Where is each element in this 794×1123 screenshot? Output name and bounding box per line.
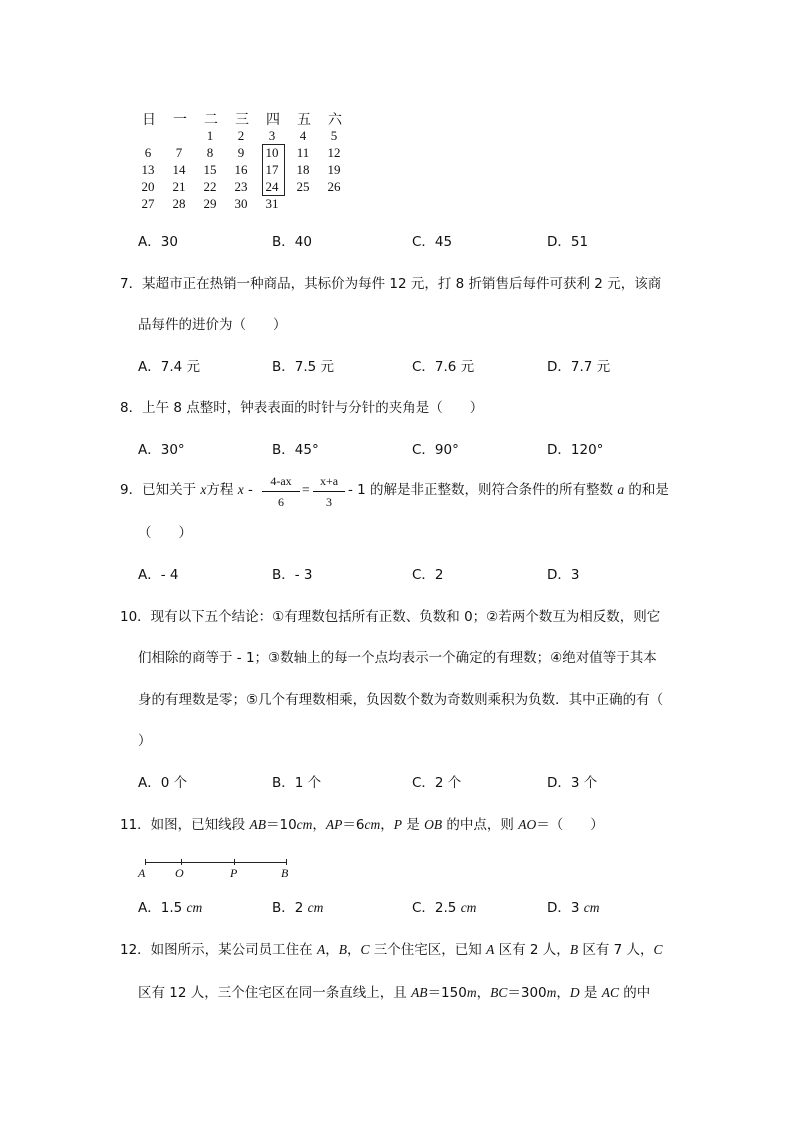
- q9-tail: - 1 的解是非正整数，则符合条件的所有整数: [348, 482, 618, 498]
- q10-option-b[interactable]: B．1 个: [272, 775, 322, 791]
- weekday-tue: 二: [204, 112, 218, 128]
- calendar-day: 6: [144, 145, 152, 160]
- q11-unit-cm: cm: [296, 817, 313, 832]
- segment-label-a: A: [138, 866, 146, 880]
- q9-var-a: a: [617, 482, 625, 497]
- calendar-day: 2: [237, 128, 245, 143]
- q11-mid2: 的中点，则: [442, 817, 519, 833]
- q11-option-d[interactable]: [547, 901, 600, 916]
- q10-stem-line4: ）: [138, 733, 152, 749]
- q11-option-a[interactable]: [138, 901, 202, 916]
- calendar-day: 16: [234, 162, 248, 177]
- q11-ap-val: ＝6: [342, 817, 365, 833]
- q11-ab-val: ＝10: [265, 817, 297, 833]
- q10-option-a[interactable]: A．0 个: [138, 775, 188, 791]
- calendar-day: 28: [172, 196, 186, 211]
- q9-fraction-2: [313, 474, 345, 510]
- q9-var-x: x: [200, 482, 207, 497]
- q9-stem-line2: （ ）: [138, 525, 192, 541]
- calendar-day: 31: [265, 196, 279, 211]
- q9-suffix: 的和是: [624, 482, 669, 498]
- q6-option-d[interactable]: D．51: [547, 234, 589, 250]
- q12-bc: BC: [490, 985, 508, 1000]
- weekday-fri: 五: [297, 112, 311, 128]
- q11-ap: AP: [325, 817, 343, 832]
- q11-suffix: ＝（ ）: [536, 817, 604, 833]
- q8-option-c[interactable]: C．90°: [412, 442, 459, 458]
- q9-option-d[interactable]: D．3: [547, 567, 580, 583]
- q9-mid: 方程: [206, 482, 238, 498]
- calendar-day: 11: [296, 145, 310, 160]
- q6-option-c[interactable]: C．45: [412, 234, 453, 250]
- calendar-day: 17: [265, 162, 279, 177]
- calendar-day: 23: [234, 179, 248, 194]
- calendar-day: 25: [296, 179, 310, 194]
- segment-label-o: O: [175, 866, 184, 880]
- q11-ab: AB: [249, 817, 266, 832]
- q12-text: 区有 12 人，三个住宅区在同一条直线上，且: [138, 985, 412, 1001]
- calendar-day: 10: [265, 145, 279, 160]
- q7-stem-line1: 7．某超市正在热销一种商品，其标价为每件 12 元，打 8 折销售后每件可获利 2 元，该商: [120, 276, 662, 292]
- segment-tick-o: [181, 859, 182, 865]
- calendar-day: 20: [141, 179, 155, 194]
- q9-prefix: 9．已知关于: [120, 482, 201, 498]
- calendar-day: 3: [268, 128, 276, 143]
- q11-option-b-label: B．2: [272, 900, 308, 916]
- calendar-day: 14: [172, 162, 186, 177]
- q12-sep: ，: [476, 985, 491, 1001]
- q12-var-a: A: [486, 942, 495, 957]
- q12-ab: AB: [411, 985, 428, 1000]
- q10-option-d[interactable]: D．3 个: [547, 775, 598, 791]
- q12-stem-line2: [138, 986, 650, 1001]
- q10-stem-line1: 10．现有以下五个结论：①有理数包括所有正数、负数和 0；②若两个数互为相反数，则它: [120, 609, 661, 625]
- q8-option-b[interactable]: B．45°: [272, 442, 319, 458]
- q7-option-d[interactable]: D．7.7 元: [547, 359, 611, 375]
- q12-stem-line1: [120, 943, 663, 958]
- q9-minus: -: [243, 482, 253, 498]
- q12-ac: AC: [601, 985, 619, 1000]
- q11-option-c-label: C．2.5: [412, 900, 461, 916]
- q10-stem-line2: 们相除的商等于 - 1；③数轴上的每一个点均表示一个确定的有理数；④绝对值等于其本: [138, 650, 657, 666]
- q12-ab-val: ＝150: [427, 985, 467, 1001]
- q9-var-x2: x: [237, 482, 244, 497]
- q11-option-c-unit: cm: [460, 900, 477, 915]
- calendar-day: 30: [234, 196, 248, 211]
- q9-stem-tail: [348, 483, 669, 498]
- segment-label-b: B: [281, 866, 289, 880]
- calendar-day: 27: [141, 196, 155, 211]
- weekday-thu: 四: [266, 112, 280, 128]
- q12-sep: ，: [325, 942, 339, 958]
- calendar-day: 8: [206, 145, 214, 160]
- q11-stem: [120, 818, 604, 833]
- q12-unit-m: m: [466, 985, 477, 1000]
- calendar-day: 7: [175, 145, 183, 160]
- q9-frac2-denominator: 3: [326, 495, 332, 509]
- q9-fraction-1: [262, 474, 300, 510]
- q11-prefix: 11．如图，已知线段: [120, 817, 250, 833]
- q11-sep: ，: [312, 817, 326, 833]
- calendar-day: 24: [265, 179, 279, 194]
- q11-option-a-unit: cm: [186, 900, 203, 915]
- q11-mid: 是: [402, 817, 425, 833]
- calendar-day: 15: [203, 162, 217, 177]
- q6-option-a[interactable]: A．30: [138, 234, 178, 250]
- q9-stem-line1: [120, 483, 253, 498]
- q12-unit-m: m: [546, 985, 557, 1000]
- q12-text: 区有 2 人，: [494, 942, 570, 958]
- weekday-mon: 一: [173, 112, 187, 128]
- calendar-day: 21: [172, 179, 186, 194]
- calendar-day: 1: [206, 128, 214, 143]
- q10-stem-line3: 身的有理数是零；⑤几个有理数相乘，负因数个数为奇数则乘积为负数．其中正确的有（: [138, 692, 664, 708]
- q9-frac2-numerator: x+a: [313, 474, 345, 492]
- q12-var-b: B: [338, 942, 347, 957]
- q9-option-a[interactable]: A．- 4: [138, 567, 179, 583]
- q9-equals: =: [302, 482, 310, 497]
- calendar-day: 13: [141, 162, 155, 177]
- q11-sep: ，: [380, 817, 394, 833]
- q9-option-b[interactable]: B．- 3: [272, 567, 313, 583]
- q9-frac1-denominator: 6: [278, 495, 284, 509]
- calendar-day: 12: [327, 145, 341, 160]
- q11-ob: OB: [424, 817, 443, 832]
- q12-text: 的中: [619, 985, 651, 1001]
- q7-option-c[interactable]: C．7.6 元: [412, 359, 475, 375]
- calendar-day: 9: [237, 145, 245, 160]
- q12-text: 区有 7 人，: [578, 942, 654, 958]
- q11-option-b[interactable]: [272, 901, 323, 916]
- q11-ao: AO: [518, 817, 537, 832]
- q11-unit-cm: cm: [364, 817, 381, 832]
- weekday-sun: 日: [142, 112, 156, 128]
- q12-var-c: C: [653, 942, 663, 957]
- q11-option-d-label: D．3: [547, 900, 584, 916]
- q11-option-d-unit: cm: [583, 900, 600, 915]
- q11-option-a-label: A．1.5: [138, 900, 187, 916]
- q6-option-b[interactable]: B．40: [272, 234, 312, 250]
- segment-tick-b: [286, 859, 287, 865]
- q8-option-d[interactable]: D．120°: [547, 442, 604, 458]
- q10-option-c[interactable]: C．2 个: [412, 775, 462, 791]
- segment-tick-p: [234, 859, 235, 865]
- q12-text: 12．如图所示，某公司员工住在: [120, 942, 317, 958]
- q12-var-d: D: [569, 985, 580, 1000]
- segment-label-p: P: [230, 866, 238, 880]
- q7-option-a[interactable]: A．7.4 元: [138, 359, 200, 375]
- calendar-day: 29: [203, 196, 217, 211]
- segment-tick-a: [145, 859, 146, 865]
- calendar-day: 22: [203, 179, 217, 194]
- weekday-sat: 六: [328, 112, 342, 128]
- calendar-highlight-box: [262, 144, 285, 196]
- q12-sep: ，: [556, 985, 570, 1001]
- calendar-day: 26: [327, 179, 341, 194]
- q11-option-b-unit: cm: [307, 900, 324, 915]
- q12-var-c: C: [360, 942, 370, 957]
- calendar-day: 19: [327, 162, 341, 177]
- q12-text: 三个住宅区，已知: [369, 942, 487, 958]
- q12-text: 是: [579, 985, 602, 1001]
- q12-sep: ，: [346, 942, 361, 958]
- q12-var-a: A: [316, 942, 326, 957]
- q7-stem-line2: 品每件的进价为（ ）: [138, 317, 287, 333]
- q8-stem: 8．上午 8 点整时，钟表表面的时针与分针的夹角是（ ）: [120, 400, 484, 416]
- q12-bc-val: ＝300: [507, 985, 547, 1001]
- calendar-day: 4: [299, 128, 307, 143]
- segment-line: [145, 862, 287, 863]
- q11-option-c[interactable]: [412, 901, 476, 916]
- q7-option-b[interactable]: B．7.5 元: [272, 359, 335, 375]
- q11-p: P: [393, 817, 403, 832]
- q9-option-c[interactable]: C．2: [412, 567, 444, 583]
- q9-frac1-numerator: 4-ax: [262, 474, 300, 492]
- q8-option-a[interactable]: A．30°: [138, 442, 185, 458]
- q12-var-b: B: [569, 942, 579, 957]
- weekday-wed: 三: [235, 112, 249, 128]
- calendar-day: 18: [296, 162, 310, 177]
- calendar-day: 5: [330, 128, 338, 143]
